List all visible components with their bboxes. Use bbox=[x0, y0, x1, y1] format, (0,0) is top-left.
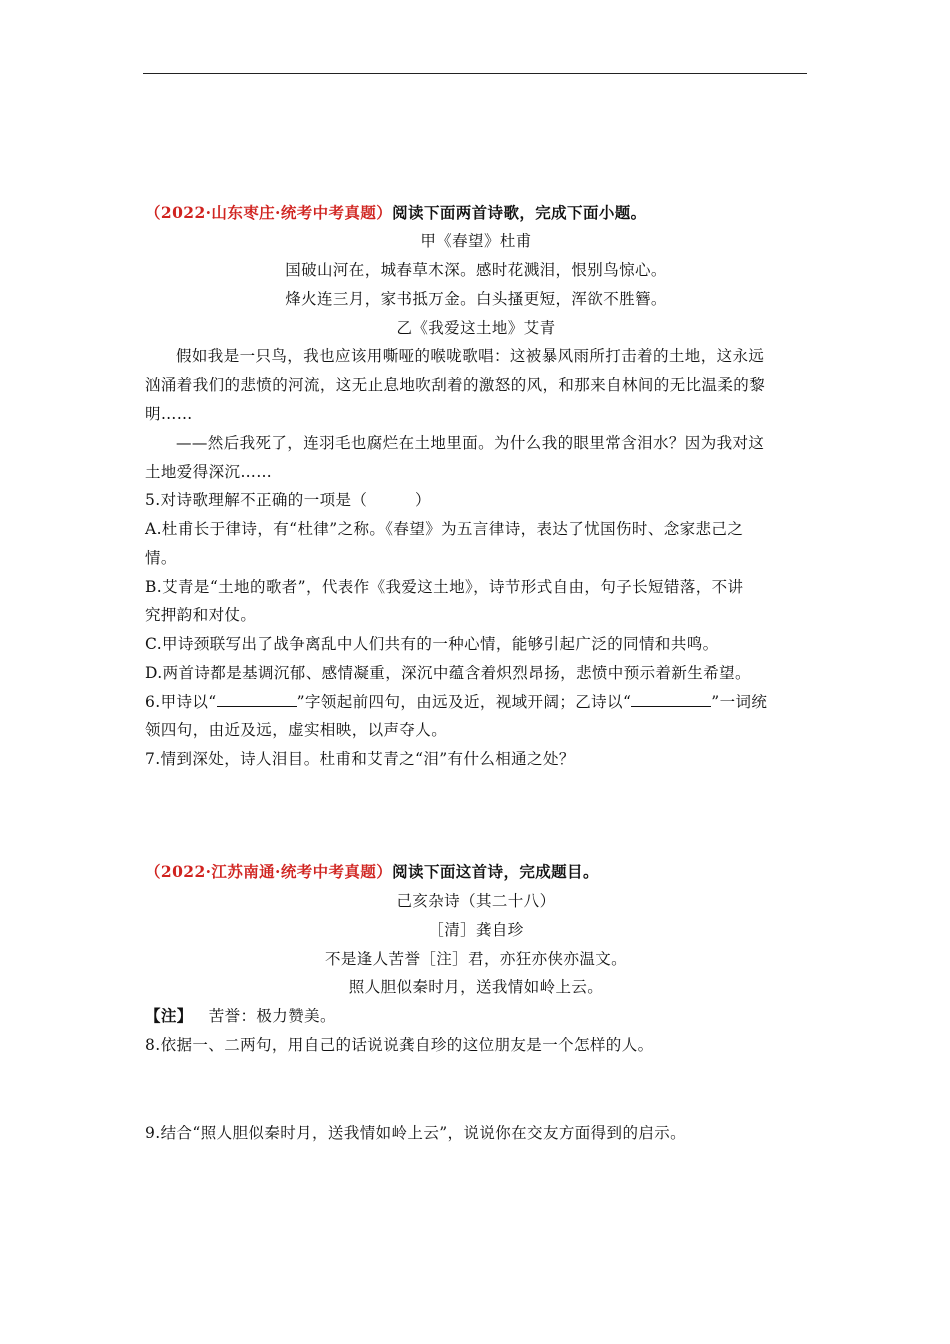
question-8: 8.依据一、二两句，用自己的话说说龚自珍的这位朋友是一个怎样的人。 bbox=[145, 1036, 654, 1054]
q6-text-part3: ”一词统 bbox=[711, 693, 768, 711]
poem-c-title: 己亥杂诗（其二十八） bbox=[396, 892, 556, 910]
poem-a-line1: 国破山河在，城春草木深。感时花溅泪，恨别鸟惊心。 bbox=[285, 261, 667, 279]
section2-heading bbox=[145, 862, 807, 882]
q6-text-part2: ”字领起前四句，由远及近，视域开阔；乙诗以“ bbox=[296, 693, 632, 711]
question-5: 5.对诗歌理解不正确的一项是（ ） bbox=[145, 491, 431, 509]
q5-option-a-line2: 情。 bbox=[145, 549, 177, 567]
poem-b-paragraph1-line3: 明…… bbox=[145, 405, 193, 423]
poem-b-paragraph1-line1: 假如我是一只鸟，我也应该用嘶哑的喉咙歌唱：这被暴风雨所打击着的土地，这永远 bbox=[176, 347, 765, 365]
poem-a-title: 甲《春望》杜甫 bbox=[420, 232, 532, 250]
note-label: 【注】 bbox=[145, 1006, 193, 1025]
question-6-line2: 领四句，由近及远，虚实相映，以声夺人。 bbox=[145, 721, 448, 739]
q5-option-a-line1: A.杜甫长于律诗，有“杜律”之称。《春望》为五言律诗，表达了忧国伤时、念家悲己之 bbox=[145, 520, 744, 538]
q5-option-b-line1: B.艾青是“土地的歌者”，代表作《我爱这土地》，诗节形式自由，句子长短错落，不讲 bbox=[145, 578, 744, 596]
section2-instruction: 阅读下面这首诗，完成题目。 bbox=[392, 862, 599, 881]
poem-c-line2: 照人胆似秦时月，送我情如岭上云。 bbox=[348, 978, 604, 996]
note-text: 苦誉：极力赞美。 bbox=[208, 1007, 336, 1025]
poem-b-paragraph1-line2: 汹涌着我们的悲愤的河流，这无止息地吹刮着的激怒的风，和那来自林间的无比温柔的黎 bbox=[145, 376, 766, 394]
q6-text-part1: 6.甲诗以“ bbox=[145, 693, 217, 711]
section2-source: （2022·江苏南通·统考中考真题） bbox=[145, 862, 393, 881]
poem-b-title: 乙《我爱这土地》艾青 bbox=[396, 319, 556, 337]
poem-b-paragraph2-line2: 土地爱得深沉…… bbox=[145, 463, 273, 481]
q6-blank-2[interactable] bbox=[631, 692, 711, 707]
header-rule bbox=[143, 73, 807, 74]
question-6-line1 bbox=[145, 692, 807, 712]
section1-instruction: 阅读下面两首诗歌，完成下面小题。 bbox=[392, 203, 647, 222]
q5-option-c: C.甲诗颈联写出了战争离乱中人们共有的一种心情，能够引起广泛的同情和共鸣。 bbox=[145, 635, 719, 653]
q5-option-b-line2: 究押韵和对仗。 bbox=[145, 606, 257, 624]
poem-c-author: ［清］龚自珍 bbox=[428, 921, 524, 939]
section1-source: （2022·山东枣庄·统考中考真题） bbox=[145, 203, 393, 222]
poem-b-paragraph2-line1: ——然后我死了，连羽毛也腐烂在土地里面。为什么我的眼里常含泪水？因为我对这 bbox=[176, 434, 765, 452]
poem-c-note bbox=[145, 1006, 807, 1026]
poem-a-line2: 烽火连三月，家书抵万金。白头搔更短，浑欲不胜簪。 bbox=[285, 290, 667, 308]
q6-blank-1[interactable] bbox=[217, 692, 297, 707]
section1-heading bbox=[145, 203, 807, 223]
q5-option-d: D.两首诗都是基调沉郁、感情凝重，深沉中蕴含着炽烈昂扬，悲愤中预示着新生希望。 bbox=[145, 664, 751, 682]
poem-c-line1: 不是逢人苦誉［注］君，亦狂亦侠亦温文。 bbox=[324, 950, 628, 968]
question-7: 7.情到深处，诗人泪目。杜甫和艾青之“泪”有什么相通之处？ bbox=[145, 750, 575, 768]
question-9: 9.结合“照人胆似秦时月，送我情如岭上云”，说说你在交友方面得到的启示。 bbox=[145, 1124, 687, 1142]
